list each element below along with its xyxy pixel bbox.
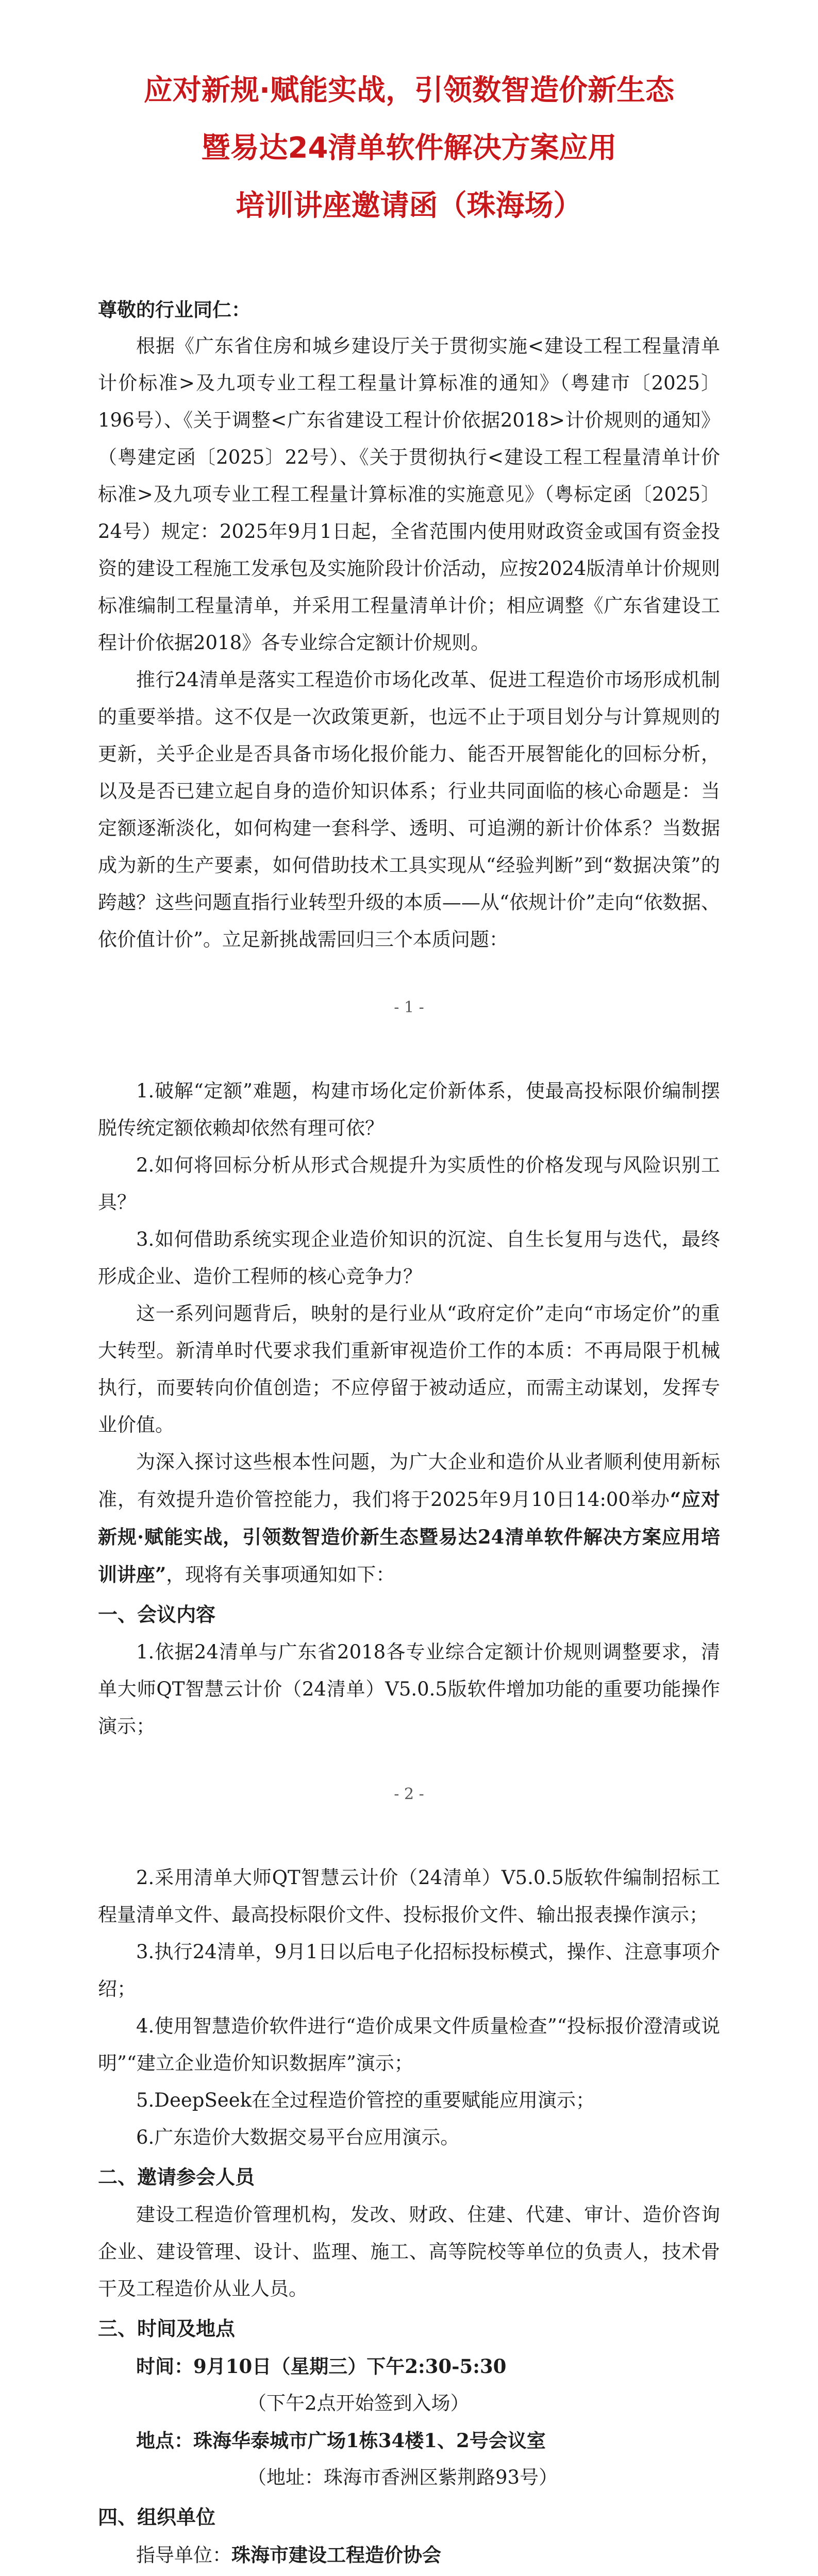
event-place — [98, 2422, 720, 2459]
title-block — [98, 62, 720, 235]
sign-in-note: （下午2点开始签到入场） — [247, 2392, 470, 2414]
section-heading-attendees: 二、邀请参会人员 — [98, 2166, 255, 2189]
announcement-intro: 为深入探讨这些根本性问题，为广大企业和造价从业者顺利使用新标准，有效提升造价管控能力，我们将于2025年9月10日14:00举办 — [98, 1451, 720, 1511]
paragraph-transition: 这一系列问题背后，映射的是行业从“政府定价”走向“市场定价”的重大转型。新清单时代要求我们重新审视造价工作的本质：不再局限于机械执行，而要转向价值创造；不应停留于被动适应，而需主动谋划，发挥专业价值。 — [98, 1302, 720, 1436]
title-line-1: 应对新规·赋能实战，引领数智造价新生态 — [143, 74, 675, 107]
paragraph-reform: 推行24清单是落实工程造价市场化改革、促进工程造价市场形成机制的重要举措。这不仅是一次政策更新，也远不止于项目划分与计算规则的更新，关乎企业是否具备市场化报价能力、能否开展智能化的回标分析，以及是否已建立起自身的造价知识体系；行业共同面临的核心命题是：当定额逐渐淡化，如何构建一套科学、透明、可追溯的新计价体系？当数据成为新的生产要素，如何借助技术工具实现从“经验判断”到“数据决策”的跨越？这些问题直指行业转型升级的本质——从“依规计价”走向“依数据、依价值计价”。立足新挑战需回归三个本质问题： — [98, 669, 720, 951]
address-note: （地址：珠海市香洲区紫荆路93号） — [247, 2466, 558, 2488]
content-item-5: 5.DeepSeek在全过程造价管控的重要赋能应用演示； — [136, 2089, 595, 2111]
section-heading-time-place: 三、时间及地点 — [98, 2317, 236, 2340]
page-number-1: - 1 - — [394, 998, 424, 1016]
event-time — [98, 2348, 720, 2385]
guide-value: 珠海市建设工程造价协会 — [231, 2544, 441, 2566]
question-1: 1.破解“定额”难题，构建市场化定价新体系，使最高投标限价编制摆脱传统定额依赖却依然有理可依？ — [98, 1080, 720, 1139]
place-value: 珠海华泰城市广场1栋34楼1、2号会议室 — [193, 2429, 546, 2452]
time-value: 9月10日（星期三）下午2:30-5:30 — [193, 2355, 507, 2378]
guide-unit — [98, 2536, 720, 2574]
place-label: 地点： — [136, 2429, 193, 2452]
salutation: 尊敬的行业同仁： — [98, 298, 251, 321]
question-3: 3.如何借助系统实现企业造价知识的沉淀、自生长复用与迭代，最终形成企业、造价工程师的核心竞争力？ — [98, 1228, 720, 1287]
page-number-2: - 2 - — [394, 1785, 424, 1803]
attendees-text: 建设工程造价管理机构，发改、财政、住建、代建、审计、造价咨询企业、建设管理、设计、监理、施工、高等院校等单位的负责人，技术骨干及工程造价从业人员。 — [98, 2204, 720, 2300]
announcement-tail: ，现将有关事项通知如下： — [166, 1564, 395, 1586]
paragraph-policy: 根据《广东省住房和城乡建设厅关于贯彻实施<建设工程工程量清单计价标准>及九项专业工程工程量计算标准的通知》（粤建市〔2025〕196号）、《关于调整<广东省建设工程计价依据2018>计价规则的通知》（粤建定函〔2025〕22号）、《关于贯彻执行<建设工程工程量清单计价标准>及九项专业工程工程量计算标准的实施意见》（粤标定函〔2025〕24号）规定：2025年9月1日起，全省范围内使用财政资金或国有资金投资的建设工程施工发承包及实施阶段计价活动，应按2024版清单计价规则标准编制工程量清单，并采用工程量清单计价；相应调整《广东省建设工程计价依据2018》各专业综合定额计价规则。 — [98, 335, 720, 654]
question-2: 2.如何将回标分析从形式合规提升为实质性的价格发现与风险识别工具？ — [98, 1154, 720, 1213]
event-name: “应对新规·赋能实战，引领数智造价新生态暨易达24清单软件解决方案应用培训讲座” — [98, 1488, 720, 1586]
section-heading-content: 一、会议内容 — [98, 1603, 216, 1626]
host-unit — [98, 2574, 720, 2576]
section-heading-organizers: 四、组织单位 — [98, 2506, 216, 2529]
content-item-4: 4.使用智慧造价软件进行“造价成果文件质量检查”“投标报价澄清或说明”“建立企业造价知识数据库”演示； — [98, 2015, 720, 2074]
content-item-2: 2.采用清单大师QT智慧云计价（24清单）V5.0.5版软件编制招标工程量清单文件、最高投标限价文件、投标报价文件、输出报表操作演示； — [98, 1867, 720, 1926]
content-item-3: 3.执行24清单，9月1日以后电子化招标投标模式，操作、注意事项介绍； — [98, 1941, 720, 2000]
title-line-3: 培训讲座邀请函（珠海场） — [236, 189, 582, 223]
time-label: 时间： — [136, 2355, 193, 2378]
title-line-2: 暨易达24清单软件解决方案应用 — [201, 131, 617, 165]
paragraph-announcement — [98, 1444, 720, 1594]
content-item-6: 6.广东造价大数据交易平台应用演示。 — [136, 2126, 460, 2148]
content-item-1: 1.依据24清单与广东省2018各专业综合定额计价规则调整要求，清单大师QT智慧云计价（24清单）V5.0.5版软件增加功能的重要功能操作演示； — [98, 1641, 720, 1737]
guide-label: 指导单位： — [136, 2544, 231, 2566]
